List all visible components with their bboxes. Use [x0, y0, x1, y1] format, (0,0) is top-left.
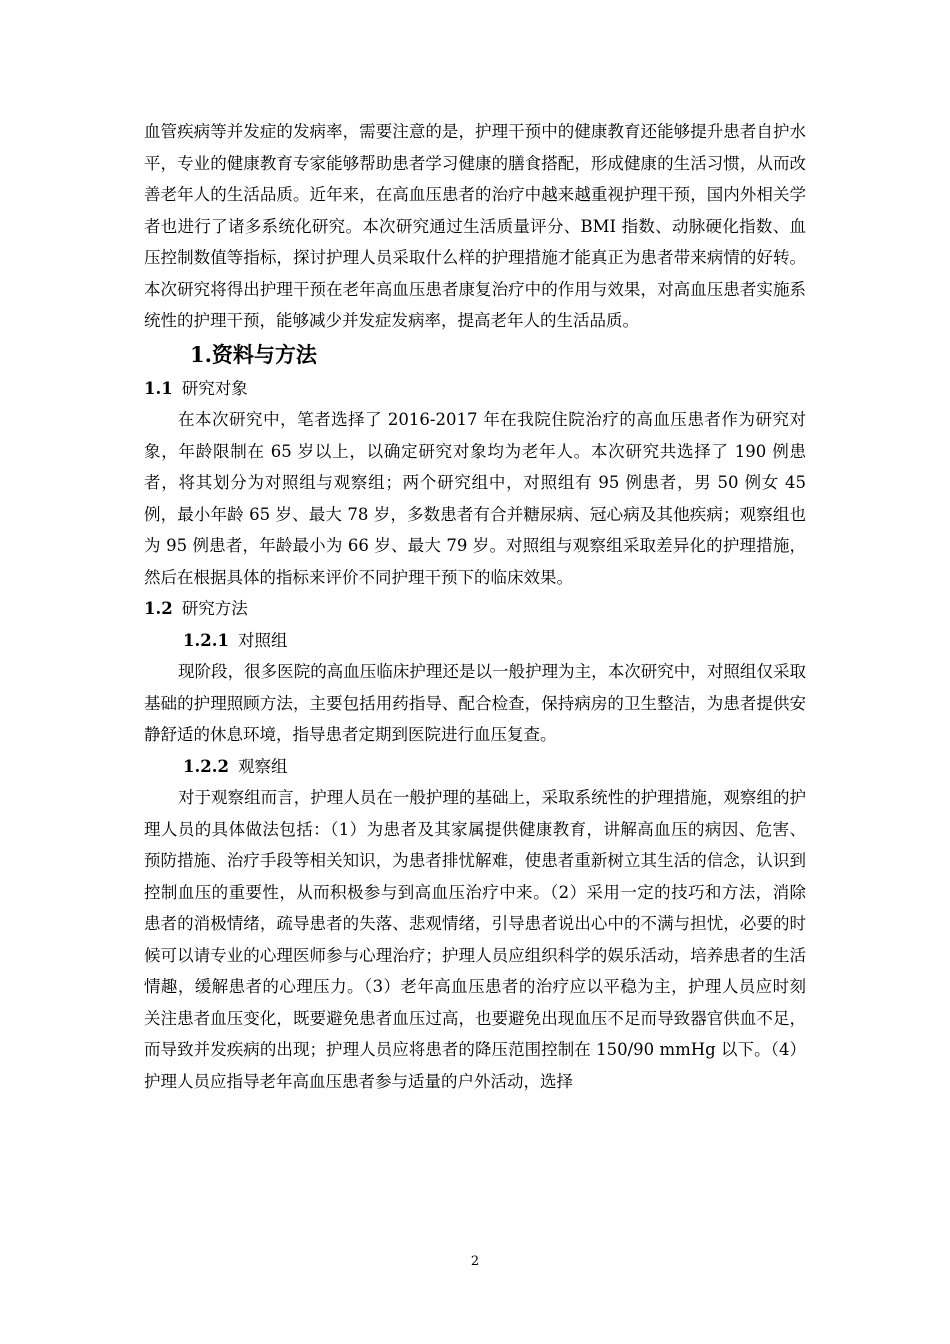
subsection-title: 研究方法 — [181, 599, 248, 618]
subsection-heading-research-subjects — [144, 373, 806, 405]
intro-paragraph: 血管疾病等并发症的发病率，需要注意的是，护理干预中的健康教育还能够提升患者自护水平，专业的健康教育专家能够帮助患者学习健康的膳食搭配，形成健康的生活习惯，从而改善老年人的生活品质。近年来，在高血压患者的治疗中越来越重视护理干预，国内外相关学者也进行了诸多系统化研究。本次研究通过生活质量评分、BMI 指数、动脉硬化指数、血压控制数值等指标，探讨护理人员采取什么样的护理措施才能真正为患者带来病情的好转。本次研究将得出护理干预在老年高血压患者康复治疗中的作用与效果，对高血压患者实施系统性的护理干预，能够减少并发症发病率，提高老年人的生活品质。 — [144, 122, 806, 330]
subsubsection-title: 对照组 — [237, 630, 288, 650]
section-heading-materials-methods: 1.资料与方法 — [190, 341, 317, 367]
control-group-paragraph: 现阶段，很多医院的高血压临床护理还是以一般护理为主，本次研究中，对照组仅采取基础的护理照顾方法，主要包括用药指导、配合检查，保持病房的卫生整洁，为患者提供安静舒适的休息环境，指导患者定期到医院进行血压复查。 — [144, 662, 806, 744]
page-content — [144, 116, 806, 1097]
subsubsection-number: 1.2.2 — [183, 756, 229, 776]
observation-group-paragraph: 对于观察组而言，护理人员在一般护理的基础上，采取系统性的护理措施，观察组的护理人员的具体做法包括：（1）为患者及其家属提供健康教育，讲解高血压的病因、危害、预防措施、治疗手段等相关知识，为患者排忧解难，使患者重新树立其生活的信念，认识到控制血压的重要性，从而积极参与到高血压治疗中来。（2）采用一定的技巧和方法，消除患者的消极情绪，疏导患者的失落、悲观情绪，引导患者说出心中的不满与担忧，必要的时候可以请专业的心理医师参与心理治疗；护理人员应组织科学的娱乐活动，培养患者的生活情趣，缓解患者的心理压力。（3）老年高血压患者的治疗应以平稳为主，护理人员应时刻关注患者血压变化，既要避免患者血压过高，也要避免出现血压不足而导致器官供血不足，而导致并发疾病的出现；护理人员应将患者的降压范围控制在 150/90 mmHg 以下。（4）护理人员应指导老年高血压患者参与适量的户外活动，选择 — [144, 788, 806, 1091]
subsubsection-heading-control-group — [144, 625, 806, 657]
subsection-title: 研究对象 — [181, 378, 248, 398]
page-number: 2 — [470, 1254, 480, 1269]
research-subjects-paragraph: 在本次研究中，笔者选择了 2016-2017 年在我院住院治疗的高血压患者作为研究对象，年龄限制在 65 岁以上，以确定研究对象均为老年人。本次研究共选择了 190 例患者，将其划分为对照组与观察组；两个研究组中，对照组有 95 例患者，男 50 例女 45 例，最小年龄 65 岁、最大 78 岁，多数患者有合并糖尿病、冠心病及其他疾病；观察组也为 95 例患者，年龄最小为 66 岁、最大 79 岁。对照组与观察组采取差异化的护理措施，然后在根据具体的指标来评价不同护理干预下的临床效果。 — [144, 410, 806, 587]
subsubsection-title: 观察组 — [237, 756, 288, 776]
subsection-heading-research-methods — [144, 593, 806, 625]
subsection-number: 1.1 — [144, 378, 173, 398]
subsubsection-number: 1.2.1 — [183, 630, 229, 650]
subsubsection-heading-observation-group — [144, 751, 806, 783]
subsection-number: 1.2 — [144, 599, 173, 618]
